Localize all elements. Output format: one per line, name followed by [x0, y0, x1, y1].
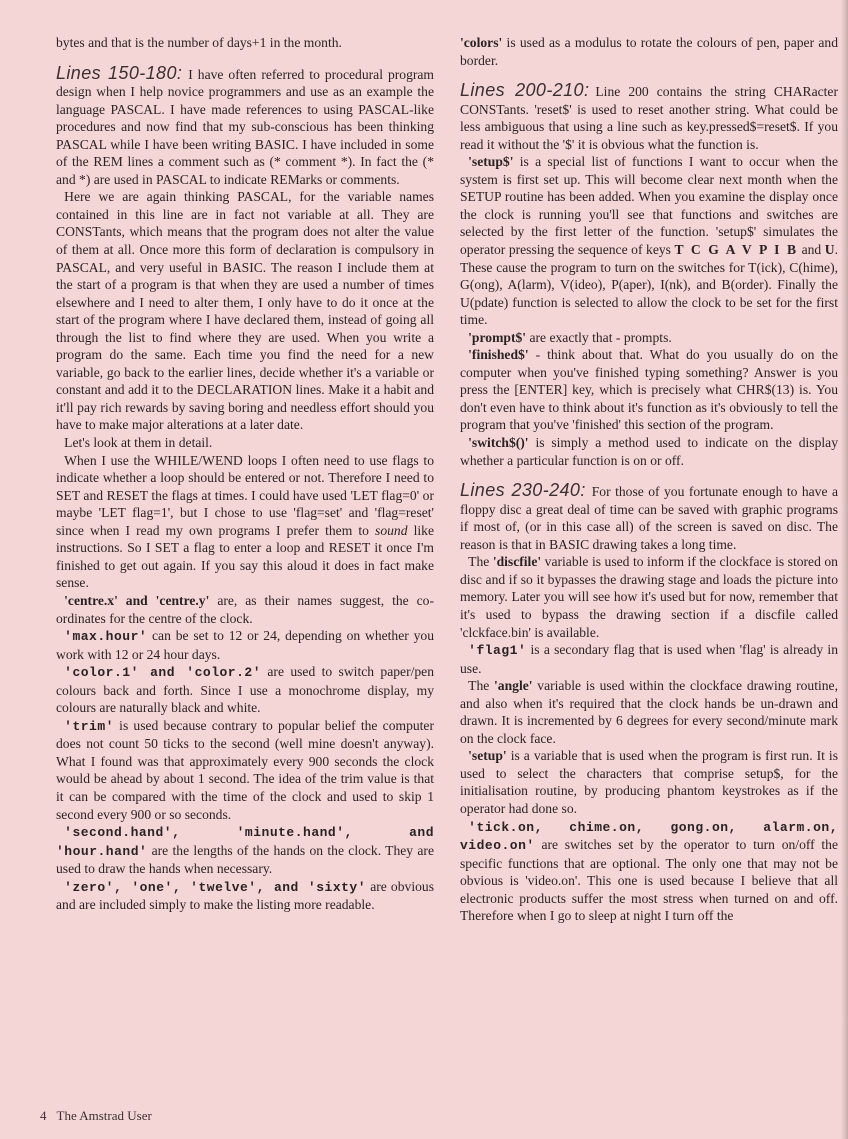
paragraph-trim: [56, 717, 434, 823]
paragraph-text: is a special list of functions I want to occur when the system is first set up. This will become clear next month when the SETUP routine has been added. When you examine the display once the clock is running you'll see that functions and switches are selected by the first letter of the function. 'setup$' simulates the operator pressing the sequence of keys: [460, 154, 838, 258]
paragraph-angle: [460, 677, 838, 747]
variable-name: 'color.1' and 'color.2': [64, 665, 262, 681]
variable-name: 'setup$': [468, 154, 514, 170]
paragraph-colors: [460, 34, 838, 69]
paragraph-max-hour: [56, 627, 434, 663]
page-footer: [40, 1108, 162, 1124]
variable-name: 'trim': [64, 718, 114, 734]
paragraph: bytes and that is the number of days+1 in the month.: [56, 35, 342, 50]
publication-name: The Amstrad User: [56, 1108, 152, 1123]
paragraph: Here we are again thinking PASCAL, for the variable names contained in this line are in fact not variable at all. They are CONSTants, which means that the program does not alter the value of them at all. Once more this form of declaration is compulsory in PASCAL, and very useful in BASIC. The reason I include them at the start of a program is that when they are used a number of times elsewhere and I need to alter them, I only have to do it once at the start of the program where I have declared them, instead of going all through the list to find where they are used. When you write a program do the same. Each time you find the need for a new variable, go back to the earlier lines, decide whether it's a variable or constant and add it to the DECLARATION lines. Make it a habit and it'll pay rich rewards by saving boring and needless effort should you have to make major alterations at a later date.: [56, 189, 434, 433]
page-edge-shadow: [841, 0, 848, 1139]
paragraph-text: Line 200 contains the string CHARacter CONSTants. 'reset$' is used to reset another string. What could be less ambiguous that using a line such as key.pressed$=reset$. If you read it without the '$' it is obvious what the function is.: [460, 84, 838, 152]
variable-name: 'discfile': [492, 554, 542, 570]
paragraph-switches: [460, 818, 838, 925]
page-number: 4: [40, 1108, 47, 1123]
right-column: [460, 34, 838, 925]
paragraph-text: is used because contrary to popular belief the computer does not count 50 ticks to the second (well mine doesn't anyway). What I found was that approximately every 900 seconds the clock would be ahead by about 1 second. The idea of the trim value is that it can be compared with the time of the clock and used to skip 1 second every 900 or so seconds.: [56, 717, 434, 822]
paragraph-finished: [460, 346, 838, 434]
paragraph-text: are the lengths of the hands on the clock. They are used to draw the hands when necessary.: [56, 842, 434, 877]
paragraph: Let's look at them in detail.: [64, 435, 213, 451]
paragraph-text: and: [801, 242, 822, 258]
paragraph-text: The: [468, 554, 490, 570]
paragraph-text: are switches set by the operator to turn on/off the specific functions that are optional. The only one that may not be obvious is 'video.on'. This one is used because I believe that all electronic products suffer the most stress when turned on and off. Therefore when I go to sleep at night I turn off the: [460, 837, 839, 924]
variable-name: 'prompt$': [468, 329, 527, 345]
paragraph-setup-string: [460, 153, 838, 328]
paragraph-text: is a variable that is used when the program is first run. It is used to select the characters that comprise setup$, for the initialisation routine, by producing phantom keystrokes as if the operator had done so.: [460, 748, 838, 816]
variable-name: 'angle': [494, 678, 533, 694]
variable-name: 'colors': [460, 35, 503, 50]
paragraph-text: like instructions. So I SET a flag to enter a loop and RESET it once I'm finished to get out again. If you say this aloud it does in fact make sense.: [56, 522, 434, 591]
paragraph-while-wend: [56, 452, 434, 592]
variable-name: 'second.hand', 'minute.hand', and 'hour.hand': [56, 825, 434, 859]
paragraph-switch: [460, 434, 838, 469]
paragraph-text: can be set to 12 or 24, depending on whether you work with 12 or 24 hour days.: [56, 628, 435, 662]
variable-name: 'setup': [468, 748, 507, 764]
paragraph-discfile: [460, 553, 838, 641]
paragraph-lines-150-180: [56, 62, 434, 189]
paragraph-text: is a secondary flag that is used when 'flag' is already in use.: [460, 642, 838, 676]
paragraph-color: [56, 663, 434, 717]
variable-name: 'tick.on, chime.on, gong.on, alarm.on, video.on': [460, 819, 838, 854]
variable-name: 'flag1': [468, 643, 527, 659]
paragraph-prompt: [460, 329, 838, 347]
paragraph-text: When I use the WHILE/WEND loops I often need to use flags to indicate whether a loop should be entered or not. Therefore I need to SET and RESET the flags at times. I could have used 'LET flag=0' or maybe 'LET flag=1', but I chose to use 'flag=set' and 'flag=reset' since when I read my own programs I prefer them to: [56, 452, 434, 538]
paragraph-text: I have often referred to procedural program design when I help novice programmers and use as an example the language PASCAL. I have made references to using PASCAL-like procedures and now find that my sub-conscious has been thinking PASCAL while I have been writing BASIC. I have included in some of the REM lines a comment such as (* comment *). In fact the (* and *) are used in PASCAL to indicate REMarks or comments.: [56, 66, 434, 187]
variable-name: 'centre.x' and 'centre.y': [64, 592, 210, 608]
variable-name: 'switch$()': [468, 435, 529, 451]
paragraph-text: are obvious and are included simply to make the listing more readable.: [56, 878, 434, 913]
paragraph-text: are, as their names suggest, the co-ordinates for the centre of the clock.: [56, 592, 434, 626]
paragraph-constants: [56, 878, 434, 914]
paragraph-text: is simply a method used to indicate on the display whether a particular function is on or off.: [460, 435, 838, 468]
paragraph-text: variable is used to inform if the clockface is stored on disc and if so it bypasses the drawing stage and loads the picture into memory. Later you will see how it's used but for now, remember that it's used to bypass the drawing section if a discfile called 'clckface.bin' is available.: [460, 554, 838, 640]
paragraph-text: are used to switch paper/pen colours back and forth. Since I use a monochrome display, my colours are naturally black and white.: [56, 664, 435, 716]
paragraph-text: . These cause the program to turn on the switches for T(ick), C(hime), G(ong), A(larm), V(ideo), P(aper), I(nk), and B(order). Finally the U(pdate) function is selected to allow the clock to be set for the first time.: [460, 242, 838, 328]
paragraph-text: is used as a modulus to rotate the colours of pen, paper and border.: [460, 35, 838, 68]
section-heading: Lines 200-210:: [460, 80, 590, 101]
variable-name: 'max.hour': [64, 629, 148, 645]
paragraph-text: For those of you fortunate enough to have a floppy disc a great deal of time can be saved with graphic programs if most of, (or in this case all) of the screen is saved on disc. The reason is that in BASIC drawing takes a long time.: [460, 484, 838, 552]
key-sequence: T C G A V P I B: [674, 242, 799, 258]
paragraph-text: variable is used within the clockface drawing routine, and also when it's required that the clock hands be un-drawn and drawn. It is incremented by 6 degrees for every second/minute mark on the clock face.: [460, 678, 838, 746]
paragraph-setup-variable: [460, 747, 838, 817]
variable-name: 'finished$': [468, 347, 529, 363]
section-heading: Lines 150-180:: [56, 62, 183, 83]
section-heading: Lines 230-240:: [460, 480, 586, 501]
paragraph-text: are exactly that - prompts.: [529, 329, 672, 345]
paragraph-text: - think about that. What do you usually do on the computer when you've finished typing something? Answer is you press the [ENTER] key, which is precisely what CHR$(13) is. You don't even have to think about it's function as it's obviously to tell the program that you've 'finished' this section of the program.: [460, 347, 838, 433]
paragraph-flag1: [460, 641, 838, 677]
emphasis: sound: [375, 522, 408, 538]
key-sequence: U: [824, 242, 835, 258]
paragraph-lines-200-210: [460, 82, 838, 153]
left-column: [56, 34, 434, 914]
paragraph-centre: [56, 592, 434, 627]
paragraph-hands: [56, 823, 434, 878]
paragraph-text: The: [468, 678, 490, 694]
variable-name: 'zero', 'one', 'twelve', and 'sixty': [64, 879, 367, 895]
paragraph-lines-230-240: [460, 482, 838, 553]
